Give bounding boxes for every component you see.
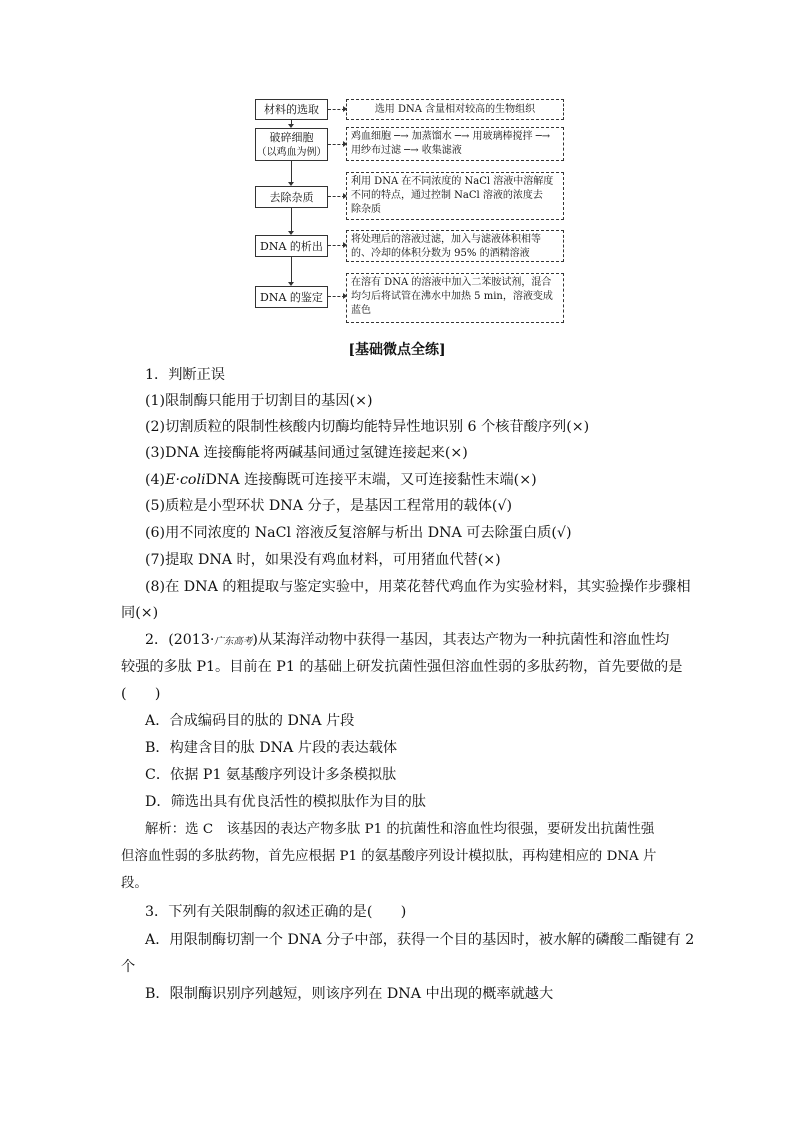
dashed-arrow [328, 109, 345, 110]
judgement-item: (2)切割质粒的限制性核酸内切酶均能特异性地识别 6 个核苷酸序列(×) [145, 419, 590, 435]
question-2-stem: 较强的多肽 P1。目前在 P1 的基础上研发抗菌性强但溶血性弱的多肽药物，首先要做的是 [121, 659, 683, 675]
step-box-material [255, 99, 328, 120]
dashed-arrow [328, 144, 345, 145]
step-label: 去除杂质 [269, 191, 314, 204]
judgement-item: (1)限制酶只能用于切割目的基因(×) [145, 393, 373, 409]
judgement-item: (8)在 DNA 的粗提取与鉴定实验中，用菜花替代鸡血作为实验材料，其实验操作步骤相 [145, 579, 691, 595]
question-2-stem: 2．(2013·广东高考)从某海洋动物中获得一基因，其表达产物为一种抗菌性和溶血性均 [145, 632, 670, 648]
question-source: 广东高考 [214, 636, 253, 647]
dashed-arrow [328, 245, 345, 246]
question-1-title: 1．判断正误 [145, 367, 225, 383]
answer-blank: ( ) [121, 686, 161, 702]
option-a: A．合成编码目的肽的 DNA 片段 [145, 713, 355, 729]
analysis-text: 但溶血性弱的多肽药物，首先应根据 P1 的氨基酸序列设计模拟肽，再构建相应的 DNA 片 [121, 849, 657, 864]
option-a-continued: 个 [121, 959, 136, 975]
dashed-arrow [328, 296, 345, 297]
step-description: 选用 DNA 含量相对较高的生物组织 [346, 99, 564, 120]
analysis-text: 解析：选 C 该基因的表达产物多肽 P1 的抗菌性和溶血性均很强，要研发出抗菌性强 [145, 822, 655, 837]
flow-arrow [291, 208, 292, 233]
judgement-item: (7)提取 DNA 时，如果没有鸡血材料，可用猪血代替(×) [145, 552, 501, 568]
step-label: 破碎细胞 [269, 131, 314, 144]
judgement-item: (5)质粒是小型环状 DNA 分子，是基因工程常用的载体(√) [145, 498, 513, 514]
option-b: B．构建含目的肽 DNA 片段的表达载体 [145, 740, 398, 756]
step-label: DNA 的鉴定 [260, 291, 323, 304]
flow-arrow [291, 161, 292, 184]
judgement-item-continued: 同(×) [121, 605, 159, 621]
step-sublabel: （以鸡血为例） [256, 147, 327, 158]
step-label: DNA 的析出 [260, 240, 323, 253]
step-box-dna-precipitation [255, 235, 328, 257]
question-3-stem: 3．下列有关限制酶的叙述正确的是( ) [145, 904, 407, 920]
option-a: A．用限制酶切割一个 DNA 分子中部，获得一个目的基因时，被水解的磷酸二酯键有 2 [145, 932, 695, 948]
step-description: 在溶有 DNA 的溶液中加入二苯胺试剂，混合 均匀后将试管在沸水中加热 5 min，溶液变成 蓝色 [346, 273, 564, 323]
option-d: D．筛选出具有优良活性的模拟肽作为目的肽 [145, 794, 426, 810]
step-description: 利用 DNA 在不同浓度的 NaCl 溶液中溶解度 不同的特点，通过控制 NaCl 溶液的浓度去 除杂质 [346, 172, 564, 220]
flow-arrow [291, 257, 292, 284]
analysis-text: 段。 [121, 876, 148, 891]
step-box-break-cells [255, 128, 328, 161]
step-description: 将处理后的溶液过滤，加入与滤液体积相等 的、冷却的体积分数为 95% 的酒精溶液 [346, 230, 564, 262]
step-label: 材料的选取 [264, 103, 319, 116]
experiment-flow-diagram [255, 96, 567, 326]
flow-arrow [291, 120, 292, 126]
step-box-dna-identification [255, 286, 328, 308]
section-title: [基础微点全练] [348, 342, 446, 358]
dashed-arrow [328, 196, 345, 197]
judgement-item: (4)E·coliDNA 连接酶既可连接平末端，又可连接黏性末端(×) [145, 472, 537, 488]
step-description: 鸡血细胞 ─→ 加蒸馏水 ─→ 用玻璃棒搅拌 ─→ 用纱布过滤 ─→ 收集滤液 [346, 127, 564, 161]
judgement-item: (3)DNA 连接酶能将两碱基间通过氢键连接起来(×) [145, 445, 468, 461]
option-c: C．依据 P1 氨基酸序列设计多条模拟肽 [145, 767, 397, 783]
judgement-item: (6)用不同浓度的 NaCl 溶液反复溶解与析出 DNA 可去除蛋白质(√) [145, 525, 572, 541]
option-b: B．限制酶识别序列越短，则该序列在 DNA 中出现的概率就越大 [145, 986, 554, 1002]
step-box-remove-impurities [255, 186, 328, 208]
